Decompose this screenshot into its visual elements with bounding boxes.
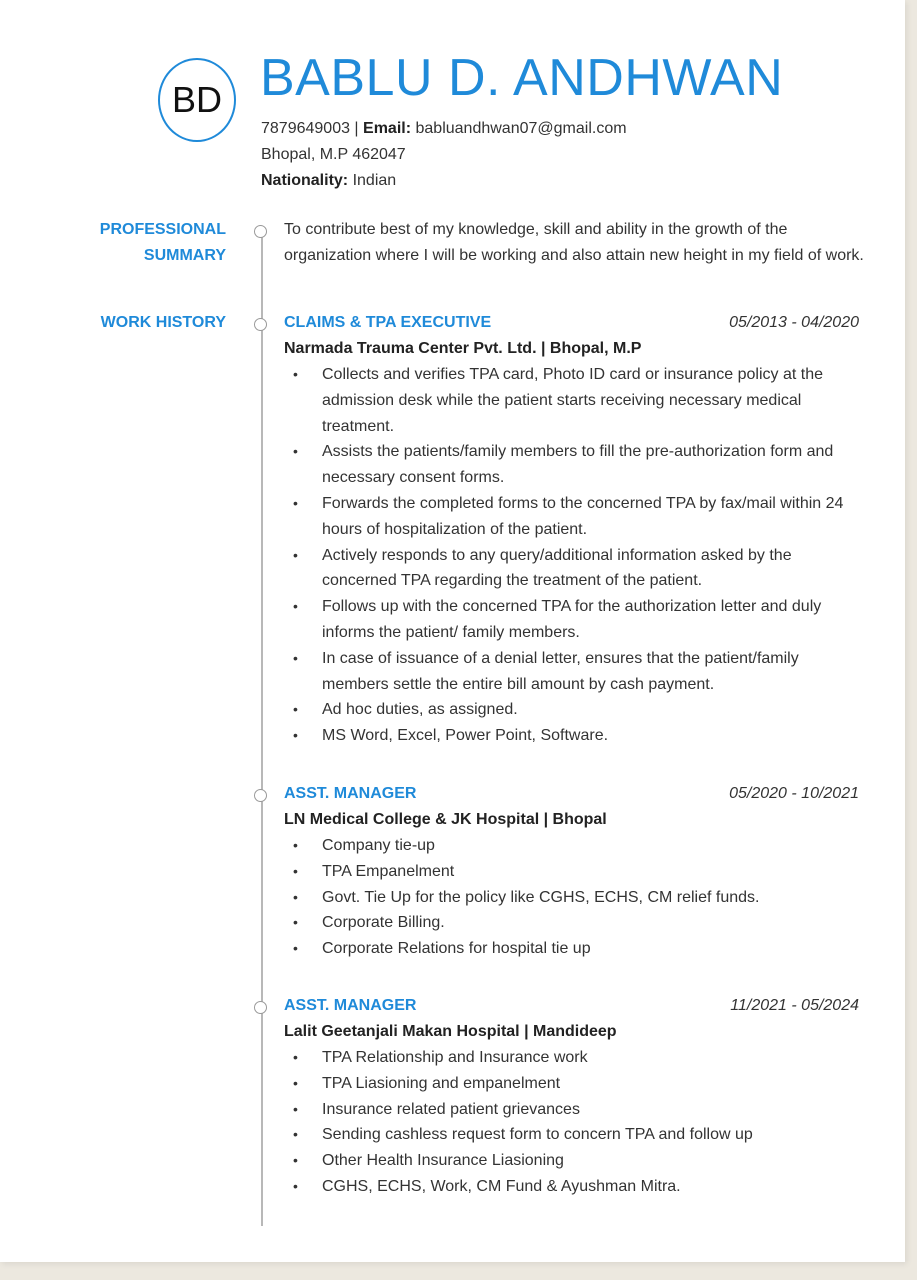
job-duties-list bbox=[284, 833, 854, 962]
list-item: • Assists the patients/family members to fill the pre-authorization form and necessary consent forms. bbox=[284, 439, 854, 491]
job-company: Narmada Trauma Center Pvt. Ltd. | Bhopal, M.P bbox=[284, 340, 642, 357]
list-item: • Insurance related patient grievances bbox=[284, 1097, 854, 1123]
separator: | bbox=[349, 120, 364, 137]
list-item: • Corporate Relations for hospital tie up bbox=[284, 936, 854, 962]
timeline-dot bbox=[254, 1001, 267, 1014]
nationality-value: Indian bbox=[352, 172, 397, 189]
monogram-badge bbox=[158, 58, 236, 142]
list-item: • Other Health Insurance Liasioning bbox=[284, 1148, 854, 1174]
list-item: • Actively responds to any query/additional information asked by the concerned TPA regarding the treatment of the patient. bbox=[284, 543, 854, 595]
list-item: • TPA Relationship and Insurance work bbox=[284, 1045, 854, 1071]
list-item: • TPA Liasioning and empanelment bbox=[284, 1071, 854, 1097]
list-item: • TPA Empanelment bbox=[284, 859, 854, 885]
contact-line-nationality bbox=[261, 172, 396, 190]
job-title: ASST. MANAGER bbox=[284, 997, 417, 1014]
list-item: • MS Word, Excel, Power Point, Software. bbox=[284, 723, 854, 749]
list-item: • Company tie-up bbox=[284, 833, 854, 859]
job-dates: 05/2013 - 04/2020 bbox=[729, 314, 859, 331]
section-label-line: PROFESSIONAL bbox=[99, 221, 226, 238]
section-label-line: SUMMARY bbox=[143, 247, 226, 264]
job-title: CLAIMS & TPA EXECUTIVE bbox=[284, 314, 492, 331]
timeline-dot bbox=[254, 789, 267, 802]
timeline-line bbox=[261, 232, 263, 1226]
list-item: • Follows up with the concerned TPA for the authorization letter and duly informs the patient/ family members. bbox=[284, 594, 854, 646]
list-item: • Forwards the completed forms to the concerned TPA by fax/mail within 24 hours of hospitalization of the patient. bbox=[284, 491, 854, 543]
job-company: LN Medical College & JK Hospital | Bhopal bbox=[284, 811, 607, 828]
nationality-label: Nationality: bbox=[261, 172, 349, 189]
email-label: Email: bbox=[363, 120, 412, 137]
timeline-dot bbox=[254, 225, 267, 238]
job-dates: 11/2021 - 05/2024 bbox=[730, 997, 859, 1014]
contact-line-phone-email bbox=[261, 120, 627, 138]
list-item: • Sending cashless request form to concern TPA and follow up bbox=[284, 1122, 854, 1148]
timeline-dot bbox=[254, 318, 267, 331]
list-item: • Collects and verifies TPA card, Photo ID card or insurance policy at the admission desk while the patient starts receiving necessary medical treatment. bbox=[284, 362, 854, 439]
phone-number: 7879649003 bbox=[261, 120, 350, 137]
list-item: • CGHS, ECHS, Work, CM Fund & Ayushman Mitra. bbox=[284, 1174, 854, 1200]
job-dates: 05/2020 - 10/2021 bbox=[729, 785, 859, 802]
list-item: • Corporate Billing. bbox=[284, 910, 854, 936]
job-title: ASST. MANAGER bbox=[284, 785, 417, 802]
section-label-summary bbox=[100, 217, 226, 269]
monogram-text: BD bbox=[171, 79, 222, 120]
email-address[interactable]: babluandhwan07@gmail.com bbox=[415, 120, 627, 137]
job-duties-list bbox=[284, 1045, 854, 1200]
summary-text: To contribute best of my knowledge, skill and ability in the growth of the organization where I will be working and also attain new height in my field of work. bbox=[284, 221, 864, 264]
job-duties-list bbox=[284, 362, 854, 749]
job-company: Lalit Geetanjali Makan Hospital | Mandideep bbox=[284, 1023, 617, 1040]
candidate-name: BABLU D. ANDHWAN bbox=[260, 49, 784, 107]
list-item: • Ad hoc duties, as assigned. bbox=[284, 697, 854, 723]
address: Bhopal, M.P 462047 bbox=[261, 146, 406, 163]
list-item: • In case of issuance of a denial letter, ensures that the patient/family members settle the entire bill amount by cash payment. bbox=[284, 646, 854, 698]
section-label-work-history: WORK HISTORY bbox=[100, 314, 226, 331]
list-item: • Govt. Tie Up for the policy like CGHS, ECHS, CM relief funds. bbox=[284, 885, 854, 911]
